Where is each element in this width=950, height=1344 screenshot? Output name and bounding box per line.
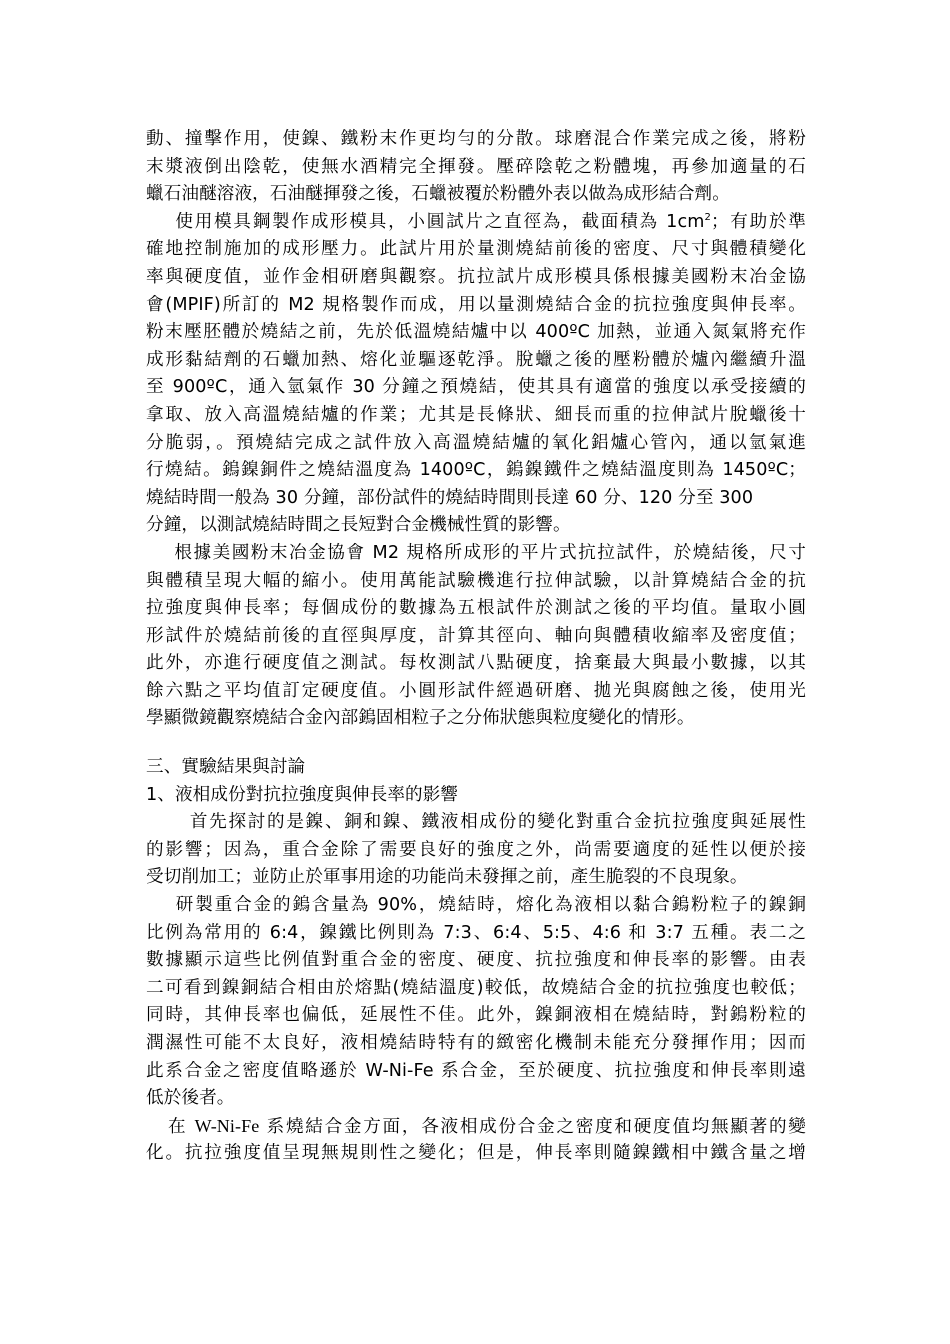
paragraph (146, 540, 806, 733)
blank-line (146, 733, 806, 754)
text-run: 系燒結合金方面，各液相成份合金之密度和硬度值均無顯著的變 (259, 1116, 806, 1137)
text-line: 研製重合金的鎢含量為 90%，燒結時，熔化為液相以黏合鎢粉粒子的鎳銅 (146, 895, 806, 916)
text-line: 行燒結。鎢鎳銅件之燒結溫度為 1400ºC，鎢鎳鐵件之燒結溫度則為 1450ºC； (146, 460, 806, 481)
text-run: 在 (146, 1116, 195, 1137)
text-line: 根據美國粉末冶金協會 M2 規格所成形的平片式抗拉試件，於燒結後，尺寸 (146, 542, 806, 563)
superscript: 2 (704, 211, 711, 223)
paragraph (146, 209, 806, 540)
text-run: W-Ni-Fe (194, 1115, 260, 1136)
text-line: 率與硬度值，並作金相研磨與觀察。抗拉試片成形模具係根據美國粉末冶金協 (146, 266, 806, 287)
text-line: 此外，亦進行硬度值之測試。每枚測試八點硬度，捨棄最大與最小數據，以其 (146, 653, 806, 674)
text-line: 燒結時間一般為 30 分鐘，部份試件的燒結時間則長達 60 分、120 分至 300 (146, 487, 754, 508)
text-line: 分脆弱，。預燒結完成之試件放入高溫燒結爐的氧化鋁爐心管內，通以氫氣進 (146, 432, 806, 453)
text-line: 至 900ºC，通入氫氣作 30 分鐘之預燒結，使其具有適當的強度以承受接續的 (146, 377, 806, 398)
text-line: 蠟石油醚溶液，石油醚揮發之後，石蠟被覆於粉體外表以做為成形結合劑。 (146, 184, 730, 205)
text-line: 首先探討的是鎳、銅和鎳、鐵液相成份的變化對重合金抗拉強度與延展性 (146, 812, 806, 833)
text-line: 形試件於燒結前後的直徑與厚度，計算其徑向、軸向與體積收縮率及密度值； (146, 625, 806, 646)
document-body (146, 126, 806, 1168)
text-line: 受切削加工；並防止於軍事用途的功能尚未發揮之前，產生脆裂的不良現象。 (146, 867, 748, 888)
paragraph (146, 126, 806, 209)
text-line: 此系合金之密度值略遜於 W-Ni-Fe 系合金，至於硬度、抗拉強度和伸長率則遠 (146, 1060, 806, 1081)
text-line: 確地控制施加的成形壓力。此試片用於量測燒結前後的密度、尺寸與體積變化 (146, 239, 806, 260)
paragraph (146, 1113, 806, 1168)
text-line: 比例為常用的 6:4，鎳鐵比例則為 7:3、6:4、5:5、4:6 和 3:7 五種。表二之 (146, 922, 806, 943)
text-line: 低於後者。 (146, 1088, 235, 1109)
text-line: 與體積呈現大幅的縮小。使用萬能試驗機進行拉伸試驗，以計算燒結合金的抗 (146, 570, 806, 591)
text-line: 化。抗拉強度值呈現無規則性之變化；但是，伸長率則隨鎳鐵相中鐵含量之增 (146, 1143, 806, 1164)
text-line: 粉末壓胚體於燒結之前，先於低溫燒結爐中以 400ºC 加熱，並通入氮氣將充作 (146, 322, 806, 343)
text-line (146, 1113, 806, 1141)
text-line (146, 209, 806, 237)
text-line: 數據顯示這些比例值對重合金的密度、硬度、抗拉強度和伸長率的影響。由表 (146, 950, 806, 971)
text-line: 餘六點之平均值訂定硬度值。小圓形試件經過研磨、拋光與腐蝕之後，使用光 (146, 680, 806, 701)
text-line: 末漿液倒出陰乾，使無水酒精完全揮發。壓碎陰乾之粉體塊，再參加適量的石 (146, 156, 806, 177)
text-line: 二可看到鎳銅結合相由於熔點(燒結溫度)較低，故燒結合金的抗拉強度也較低； (146, 977, 806, 998)
text-line: 拉強度與伸長率；每個成份的數據為五根試件於測試之後的平均值。量取小圓 (146, 598, 806, 619)
text-line: 潤濕性可能不太良好，液相燒結時特有的緻密化機制未能充分發揮作用；因而 (146, 1033, 806, 1053)
text-line: 的影響；因為，重合金除了需要良好的強度之外，尚需要適度的延性以便於接 (146, 839, 806, 860)
text-line: 學顯微鏡觀察燒結合金內部鎢固相粒子之分佈狀態與粒度變化的情形。 (146, 708, 695, 729)
text-line: 分鐘，以測試燒結時間之長短對合金機械性質的影響。 (146, 515, 571, 536)
text-line: 動、撞擊作用，使鎳、鐵粉末作更均勻的分散。球磨混合作業完成之後，將粉 (146, 129, 806, 149)
text-run: ；有助於準 (710, 211, 806, 232)
subsection-heading: 1、液相成份對抗拉強度與伸長率的影響 (146, 784, 459, 805)
text-line: 拿取、放入高溫燒結爐的作業；尤其是長條狀、細長而重的拉伸試片脫蠟後十 (146, 404, 806, 425)
text-run: 使用模具鋼製作成形模具，小圓試片之直徑為，截面積為 1cm (146, 211, 705, 232)
paragraph (146, 809, 806, 892)
text-line: 成形黏結劑的石蠟加熱、熔化並驅逐乾淨。脫蠟之後的壓粉體於爐內繼續升溫 (146, 349, 806, 370)
paragraph (146, 892, 806, 1113)
text-line: 會(MPIF)所訂的 M2 規格製作而成，用以量測燒結合金的抗拉強度與伸長率。 (146, 294, 806, 315)
text-line: 同時，其伸長率也偏低，延展性不佳。此外，鎳銅液相在燒結時，對鎢粉粒的 (146, 1005, 806, 1026)
section-heading: 三、實驗結果與討論 (146, 757, 306, 778)
